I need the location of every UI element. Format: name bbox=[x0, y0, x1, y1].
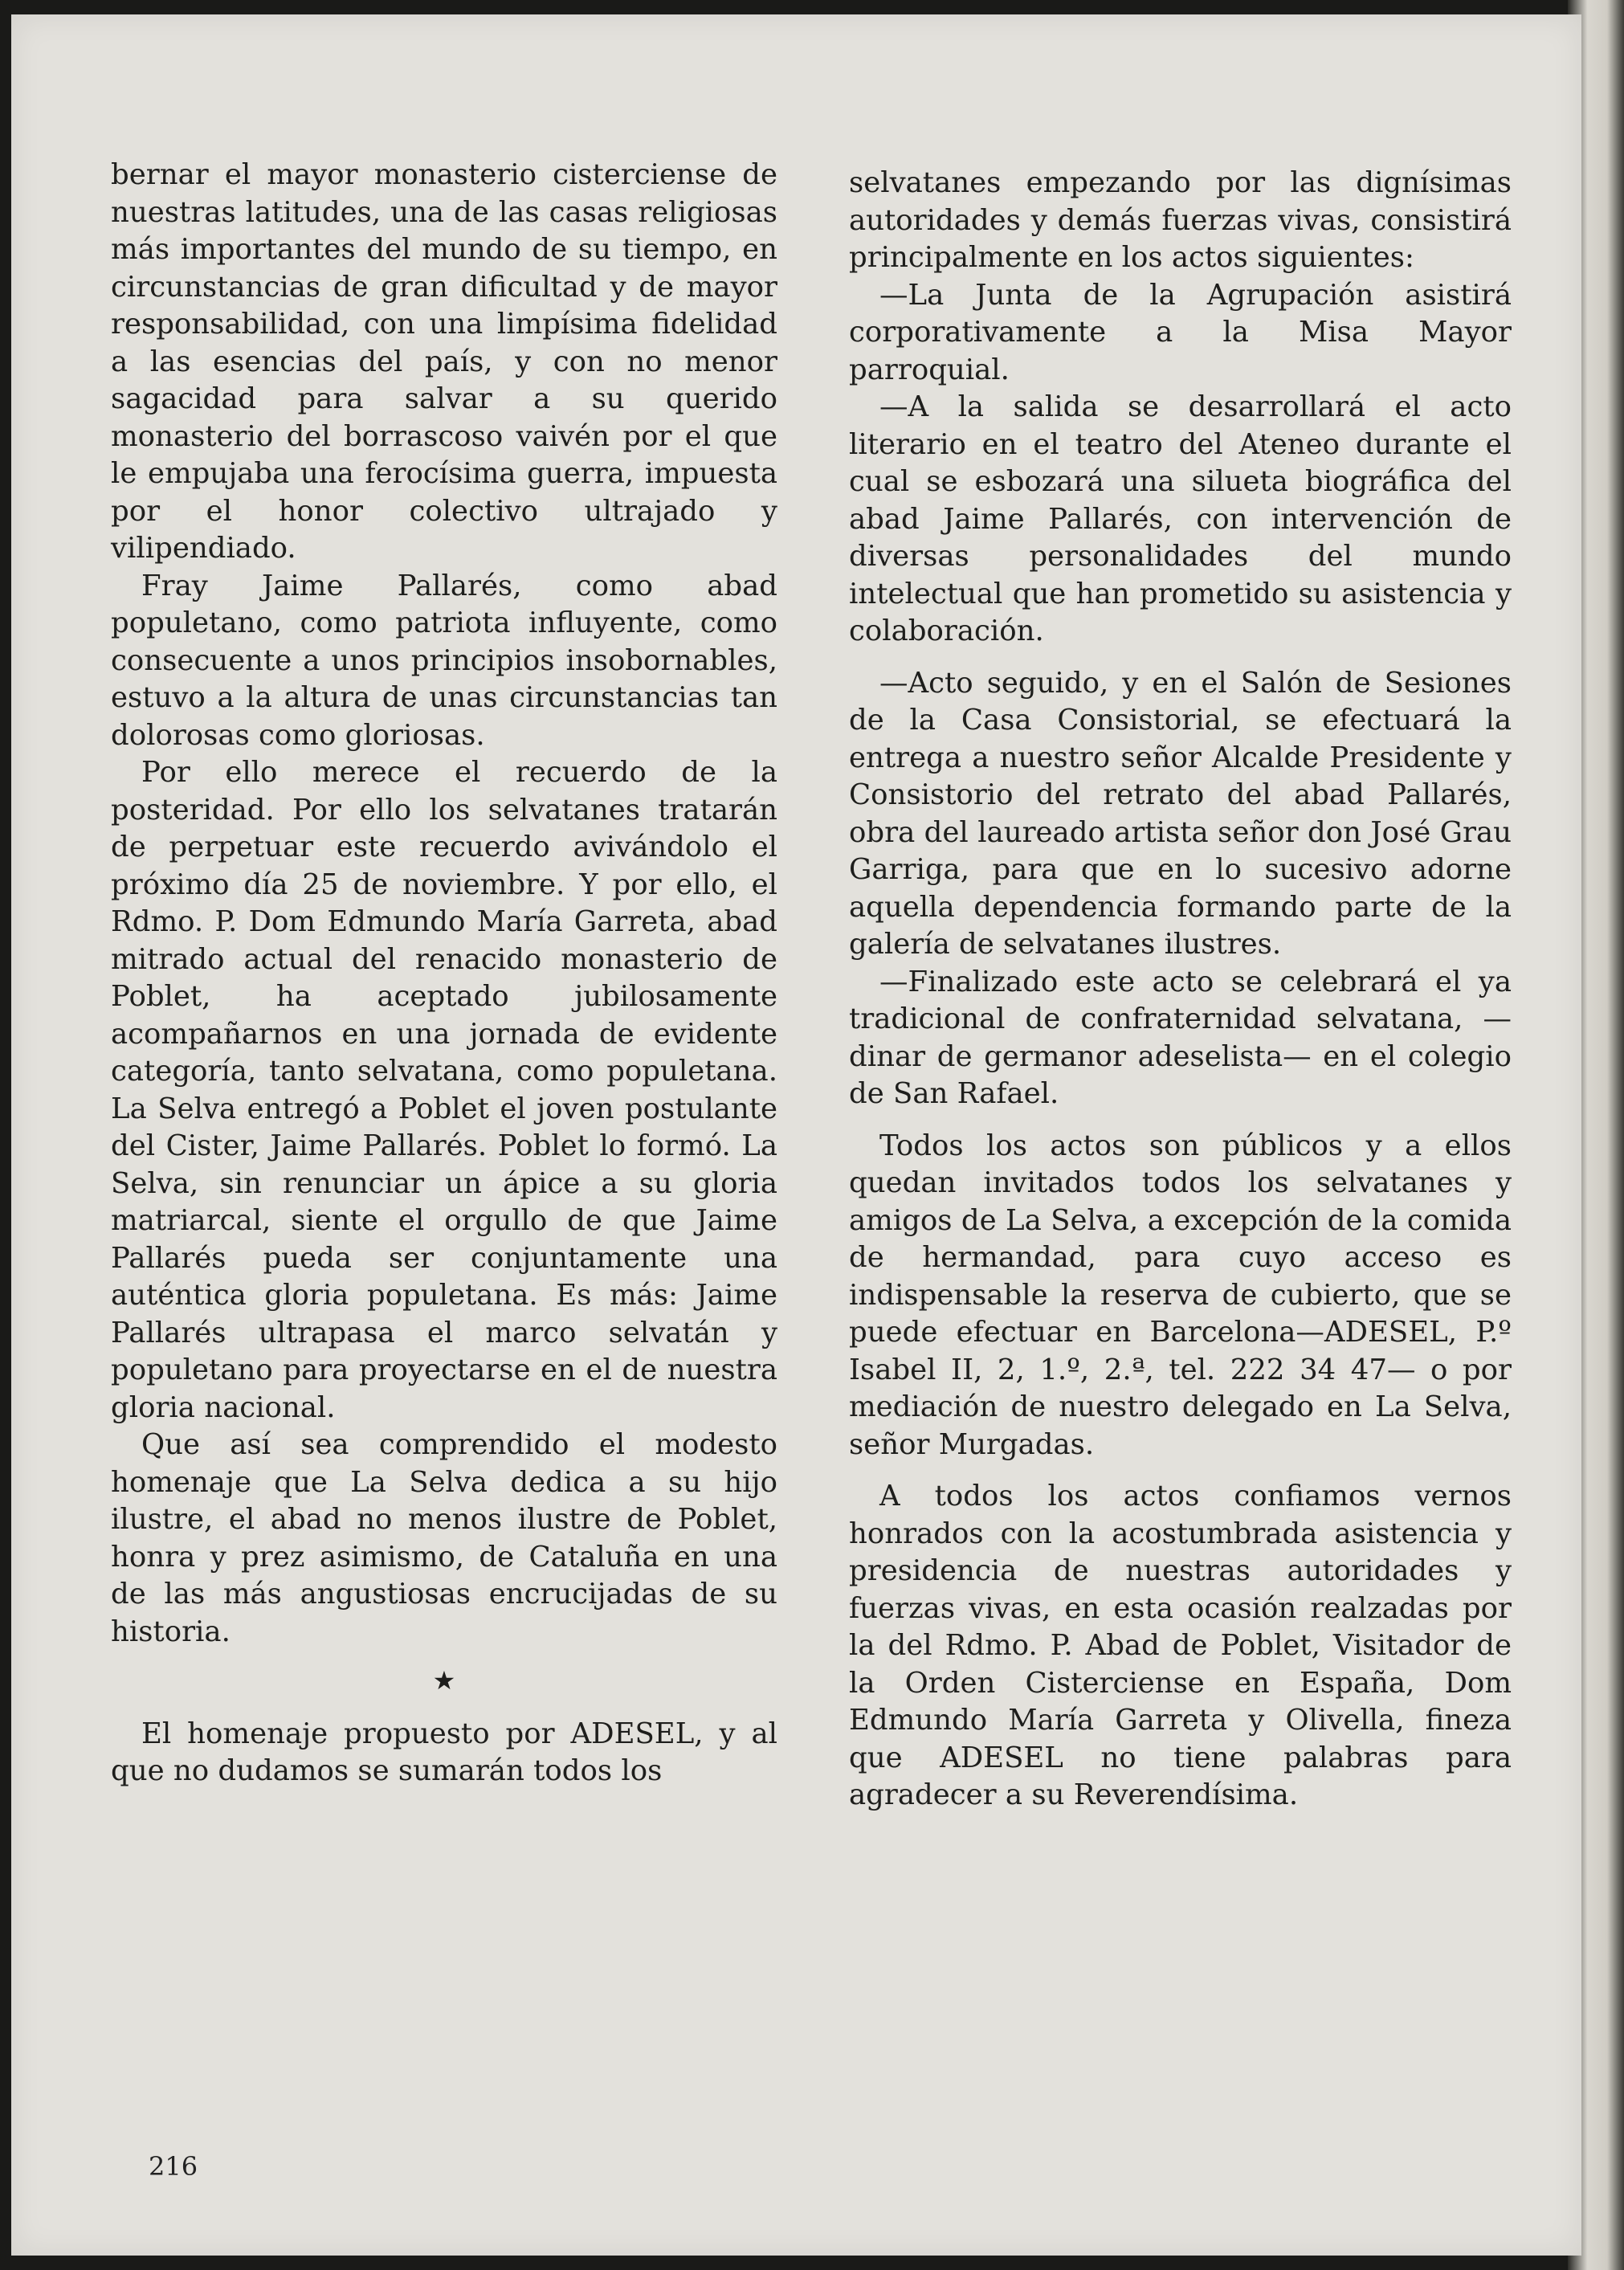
page-number: 216 bbox=[149, 2151, 198, 2182]
paragraph: —A la salida se desarrollará el acto literario en el teatro del Ateneo durante el cual se esbozará una silueta biográfica del abad Jaime Pallarés, con intervención de diversas personalidades del mundo intelectual que han prometido su asistencia y colaboración. bbox=[849, 390, 1512, 647]
paragraph: Que así sea comprendido el modesto homenaje que La Selva dedica a su hijo ilustre, el abad no menos ilustre de Poblet, honra y prez asimismo, de Cataluña en una de las más angustiosas encrucijadas de su historia. bbox=[111, 1428, 777, 1648]
paragraph: selvatanes empezando por las dignísimas autoridades y demás fuerzas vivas, consistirá principalmente en los actos siguientes: bbox=[849, 166, 1512, 274]
paragraph: Fray Jaime Pallarés, como abad populetano, como patriota influyente, como consecuente a unos principios insobornables, estuvo a la altura de unas circunstancias tan dolorosas como gloriosas. bbox=[111, 569, 777, 752]
section-star-divider: ★ bbox=[432, 1665, 456, 1696]
paragraph: Por ello merece el recuerdo de la posteridad. Por ello los selvatanes tratarán de perpetuar este recuerdo avivándolo el próximo día 25 de noviembre. Y por ello, el Rdmo. P. Dom Edmundo María Garreta, abad mitrado actual del renacido monasterio de Poblet, ha aceptado jubilosamente acompañarnos en una jornada de evidente categoría, tanto selvatana, como populetana. La Selva entregó a Poblet el joven postulante del Cister, Jaime Pallarés. Poblet lo formó. La Selva, sin renunciar un ápice a su gloria matriarcal, siente el orgullo de que Jaime Pallarés pueda ser conjuntamente una auténtica gloria populetana. Es más: Jaime Pallarés ultrapasa el marco selvatán y populetano para proyectarse en el de nuestra gloria nacional. bbox=[111, 756, 777, 1424]
paragraph: Todos los actos son públicos y a ellos quedan invitados todos los selvatanes y amigos de La Selva, a excepción de la comida de hermandad, para cuyo acceso es indispensable la reserva de cubierto, que se puede efectuar en Barcelona—ADESEL, P.º Isabel II, 2, 1.º, 2.ª, tel. 222 34 47— o por mediación de nuestro delegado en La Selva, señor Murgadas. bbox=[849, 1129, 1512, 1461]
paragraph: —La Junta de la Agrupación asistirá corporativamente a la Misa Mayor parroquial. bbox=[849, 278, 1512, 386]
paragraph: —Acto seguido, y en el Salón de Sesiones de la Casa Consistorial, se efectuará la entrega a nuestro señor Alcalde Presidente y Consistorio del retrato del abad Pallarés, obra del laureado artista señor don José Grau Garriga, para que en lo sucesivo adorne aquella dependencia formando parte de la galería de selvatanes ilustres. bbox=[849, 666, 1512, 961]
paragraph: El homenaje propuesto por ADESEL, y al que no dudamos se sumarán todos los bbox=[111, 1717, 777, 1787]
left-column bbox=[111, 157, 777, 1790]
paragraph: bernar el mayor monasterio cisterciense de nuestras latitudes, una de las casas religiosas más importantes del mundo de su tiempo, en circunstancias de gran dificultad y de mayor responsabilidad, con una limpísima fidelidad a las esencias del país, y con no menor sagacidad para salvar a su querido monasterio del borrascoso vaivén por el que le empujaba una ferocísima guerra, impuesta por el honor colectivo ultrajado y vilipendiado. bbox=[111, 158, 777, 565]
paragraph: —Finalizado este acto se celebrará el ya tradicional de confraternidad selvatana, —dinar de germanor adeselista— en el colegio de San Rafael. bbox=[849, 965, 1512, 1110]
right-column bbox=[849, 165, 1512, 1815]
paragraph: A todos los actos confiamos vernos honrados con la acostumbrada asistencia y presidencia de nuestras autoridades y fuerzas vivas, en esta ocasión realzadas por la del Rdmo. P. Abad de Poblet, Visitador de la Orden Cisterciense en España, Dom Edmundo María Garreta y Olivella, fineza que ADESEL no tiene palabras para agradecer a su Reverendísima. bbox=[849, 1480, 1512, 1811]
